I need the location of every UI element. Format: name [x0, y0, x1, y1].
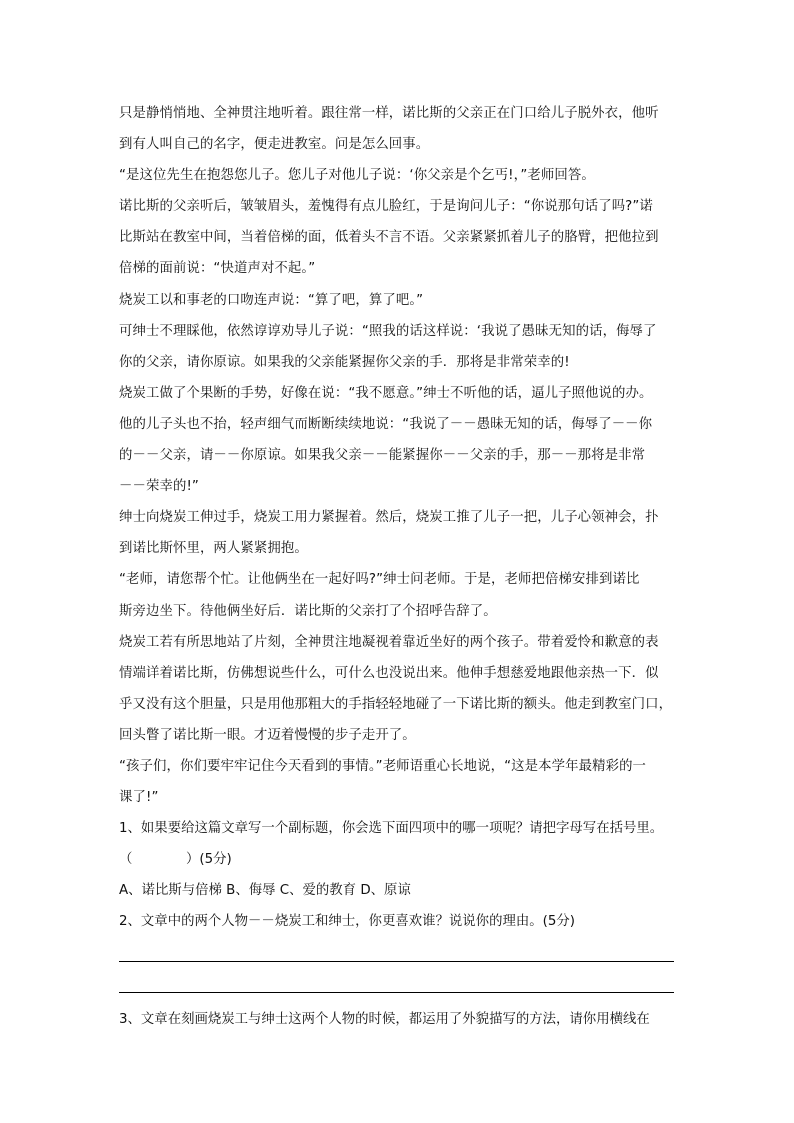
question-1-answer-bracket: （ ）(5分): [119, 852, 232, 868]
passage-line: 烧炭工若有所思地站了片刻，全神贯注地凝视着靠近坐好的两个孩子。带着爱怜和歉意的表: [119, 634, 659, 650]
passage-line: 情端详着诺比斯，仿佛想说些什么，可什么也没说出来。他伸手想慈爱地跟他亲热一下．似: [119, 665, 659, 681]
passage-line: 你的父亲，请你原谅。如果我的父亲能紧握你父亲的手．那将是非常荣幸的!: [119, 354, 570, 370]
answer-line-1: [119, 961, 674, 962]
passage-line: “是这位先生在抱怨您儿子。您儿子对他儿子说：‘你父亲是个乞丐!，”老师回答。: [119, 168, 595, 184]
passage-line: 到有人叫自己的名字，便走进教室。问是怎么回事。: [119, 137, 430, 153]
question-3-text: 3、文章在刻画烧炭工与绅士这两个人物的时候，都运用了外貌描写的方法，请你用横线在: [119, 1012, 650, 1027]
passage-line: 他的儿子头也不抬，轻声细气而断断续续地说：“我说了－－愚昧无知的话，侮辱了－－你: [119, 416, 653, 432]
passage-line: 到诺比斯怀里，两人紧紧拥抱。: [119, 541, 308, 557]
passage-line: 倍梯的面前说：“快道声对不起。”: [119, 261, 316, 277]
passage-line: “孩子们，你们要牢牢记住今天看到的事情。”老师语重心长地说，“这是本学年最精彩的一: [119, 758, 647, 774]
passage-line: 烧炭工做了个果断的手势，好像在说：“我不愿意。”绅士不听他的话，逼儿子照他说的办。: [119, 385, 653, 401]
question-2-text: 2、文章中的两个人物－－烧炭工和绅士，你更喜欢谁？说说你的理由。(5分): [119, 914, 575, 930]
passage-line: 绅士向烧炭工伸过手，烧炭工用力紧握着。然后，烧炭工推了儿子一把，儿子心领神会，扑: [119, 510, 659, 526]
passage-line: 只是静悄悄地、全神贯注地听着。跟往常一样，诺比斯的父亲正在门口给儿子脱外衣，他听: [119, 106, 659, 121]
document-page: [119, 98, 677, 938]
answer-line-2: [119, 992, 674, 993]
passage-line: 的－－父亲，请－－你原谅。如果我父亲－－能紧握你－－父亲的手，那－－那将是非常: [119, 448, 646, 464]
passage-line: 诺比斯的父亲听后，皱皱眉头，羞愧得有点儿脸红，于是询问儿子：“你说那句话了吗?”诺: [119, 199, 653, 215]
passage-line: 斯旁边坐下。待他俩坐好后．诺比斯的父亲打了个招呼告辞了。: [119, 603, 497, 619]
question-1-text: 1、如果要给这篇文章写一个副标题，你会选下面四项中的哪一项呢？请把字母写在括号里。: [119, 821, 664, 837]
passage-line: 比斯站在教室中间，当着倍梯的面，低着头不言不语。父亲紧紧抓着儿子的胳臂，把他拉到: [119, 230, 659, 246]
passage-line: 乎又没有这个胆量，只是用他那粗大的手指轻轻地碰了一下诺比斯的额头。他走到教室门口，: [119, 696, 673, 712]
question-1-options: A、诺比斯与倍梯 B、侮辱 C、爱的教育 D、原谅: [119, 883, 411, 899]
passage: [119, 98, 677, 813]
passage-line: 烧炭工以和事老的口吻连声说：“算了吧，算了吧。”: [119, 292, 424, 308]
passage-line: －－荣幸的!”: [119, 479, 199, 495]
passage-line: 回头瞥了诺比斯一眼。才迈着慢慢的步子走开了。: [119, 727, 416, 743]
passage-line: 可绅士不理睬他，依然谆谆劝导儿子说：“照我的话这样说：‘我说了愚昧无知的话，侮辱了: [119, 323, 657, 339]
passage-line: “老师，请您帮个忙。让他俩坐在一起好吗?”绅士问老师。于是，老师把倍梯安排到诺比: [119, 572, 640, 588]
passage-line: 课了!”: [119, 790, 159, 806]
